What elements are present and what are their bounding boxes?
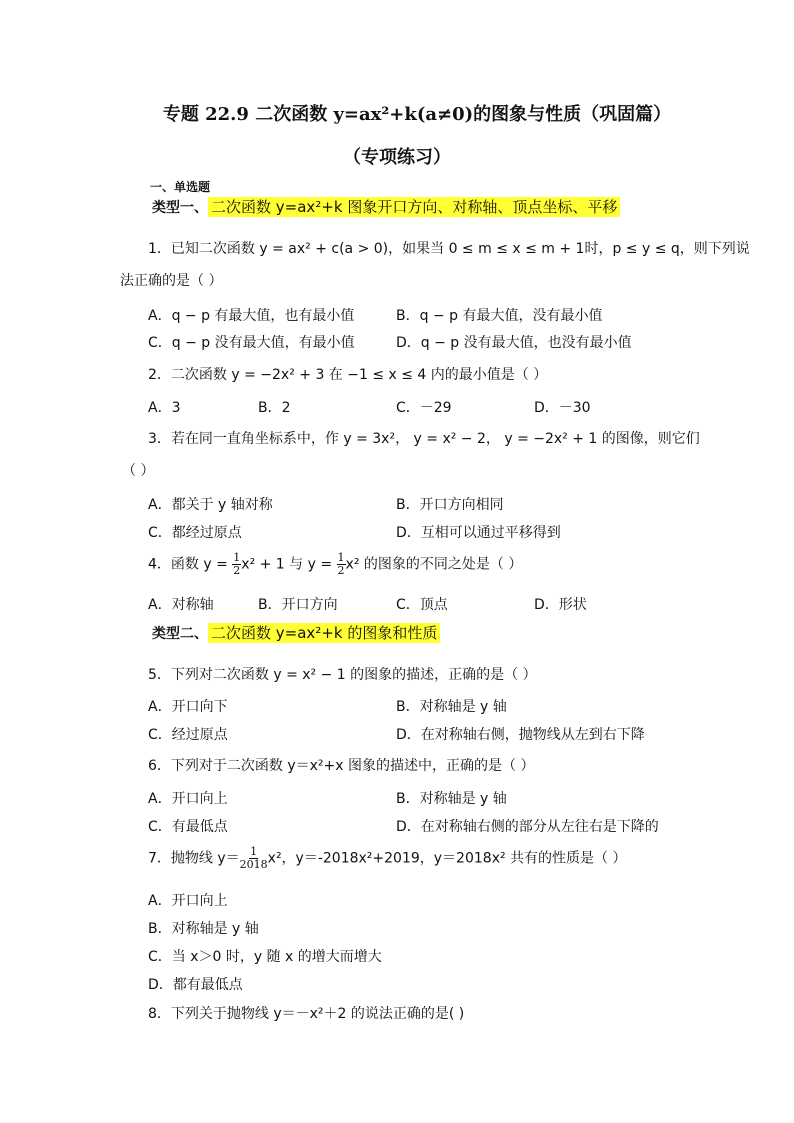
question-3: 3．若在同一直角坐标系中，作 y = 3x²， y = x² − 2， y = −2x² + 1 的图像，则它们 xyxy=(148,431,700,447)
q5-option-c: C．经过原点 xyxy=(148,727,228,743)
q7-fraction xyxy=(240,846,268,871)
q2-option-b: B．2 xyxy=(258,400,291,416)
q4-text-start: 4．函数 y = xyxy=(148,556,233,573)
type-highlight: 二次函数 y=ax²+k 图象开口方向、对称轴、顶点坐标、平移 xyxy=(208,197,620,217)
q7-option-d: D．都有最低点 xyxy=(148,977,243,993)
q4-text-end: x² 的图象的不同之处是（ ） xyxy=(345,556,523,573)
q4-fraction-1 xyxy=(232,552,241,577)
q7-text-start: 7．抛物线 y＝ xyxy=(148,850,240,867)
fraction-numerator: 1 xyxy=(337,551,345,564)
q6-option-b: B．对称轴是 y 轴 xyxy=(396,791,507,807)
q6-option-a: A．开口向上 xyxy=(148,791,228,807)
question-8: 8．下列关于抛物线 y＝－x²＋2 的说法正确的是( ) xyxy=(148,1006,465,1022)
type-highlight: 二次函数 y=ax²+k 的图象和性质 xyxy=(208,623,440,643)
q6-option-c: C．有最低点 xyxy=(148,819,228,835)
q5-option-b: B．对称轴是 y 轴 xyxy=(396,699,507,715)
fraction-denominator: 2018 xyxy=(239,858,268,871)
type-prefix: 类型一、 xyxy=(152,200,208,216)
q4-option-b: B．开口方向 xyxy=(258,597,338,613)
q7-option-b: B．对称轴是 y 轴 xyxy=(148,921,259,937)
type-prefix: 类型二、 xyxy=(152,626,208,642)
q4-option-a: A．对称轴 xyxy=(148,597,214,613)
q3-option-d: D．互相可以通过平移得到 xyxy=(396,525,561,541)
q3-option-b: B．开口方向相同 xyxy=(396,497,504,513)
q2-option-a: A．3 xyxy=(148,400,181,416)
question-2: 2．二次函数 y = −2x² + 3 在 −1 ≤ x ≤ 4 内的最小值是（ ） xyxy=(148,367,548,383)
q3-option-c: C．都经过原点 xyxy=(148,525,242,541)
q6-option-d: D．在对称轴右侧的部分从左往右是下降的 xyxy=(396,819,659,835)
q7-option-a: A．开口向上 xyxy=(148,893,228,909)
question-5: 5．下列对二次函数 y = x² − 1 的图象的描述，正确的是（ ） xyxy=(148,667,537,683)
q4-option-d: D．形状 xyxy=(534,597,587,613)
q2-option-c: C．－29 xyxy=(396,400,452,416)
section-heading: 一、单选题 xyxy=(150,180,211,194)
q3-option-a: A．都关于 y 轴对称 xyxy=(148,497,273,513)
q1-option-b: B．q − p 有最大值，没有最小值 xyxy=(396,308,603,324)
type-heading-2 xyxy=(152,622,440,643)
q2-option-d: D．－30 xyxy=(534,400,591,416)
q4-option-c: C．顶点 xyxy=(396,597,448,613)
q5-option-a: A．开口向下 xyxy=(148,699,228,715)
question-1-cont: 法正确的是（ ） xyxy=(120,273,223,289)
type-heading-1 xyxy=(152,196,620,217)
page-subtitle: （专项练习） xyxy=(343,147,451,168)
question-6: 6．下列对于二次函数 y＝x²+x 图象的描述中，正确的是（ ） xyxy=(148,758,535,774)
q5-option-d: D．在对称轴右侧，抛物线从左到右下降 xyxy=(396,727,645,743)
q4-fraction-2 xyxy=(337,552,346,577)
q1-option-c: C．q − p 没有最大值，有最小值 xyxy=(148,335,355,351)
fraction-numerator: 1 xyxy=(250,845,258,858)
q1-option-a: A．q − p 有最大值，也有最小值 xyxy=(148,308,355,324)
fraction-numerator: 1 xyxy=(233,551,241,564)
question-7 xyxy=(148,846,627,871)
q7-option-c: C．当 x＞0 时，y 随 x 的增大而增大 xyxy=(148,949,382,965)
question-3-cont: （ ） xyxy=(122,463,155,479)
question-4 xyxy=(148,552,522,577)
q4-text-mid: x² + 1 与 y = xyxy=(241,556,337,573)
fraction-denominator: 2 xyxy=(337,564,345,577)
page-title: 专题 22.9 二次函数 y=ax²+k(a≠0)的图象与性质（巩固篇） xyxy=(162,104,672,125)
fraction-denominator: 2 xyxy=(233,564,241,577)
question-1: 1．已知二次函数 y = ax² + c(a > 0)，如果当 0 ≤ m ≤ x ≤ m + 1时，p ≤ y ≤ q，则下列说 xyxy=(148,241,750,257)
q7-text-end: x²，y＝-2018x²+2019，y＝2018x² 共有的性质是（ ） xyxy=(267,850,627,867)
q1-option-d: D．q − p 没有最大值，也没有最小值 xyxy=(396,335,632,351)
